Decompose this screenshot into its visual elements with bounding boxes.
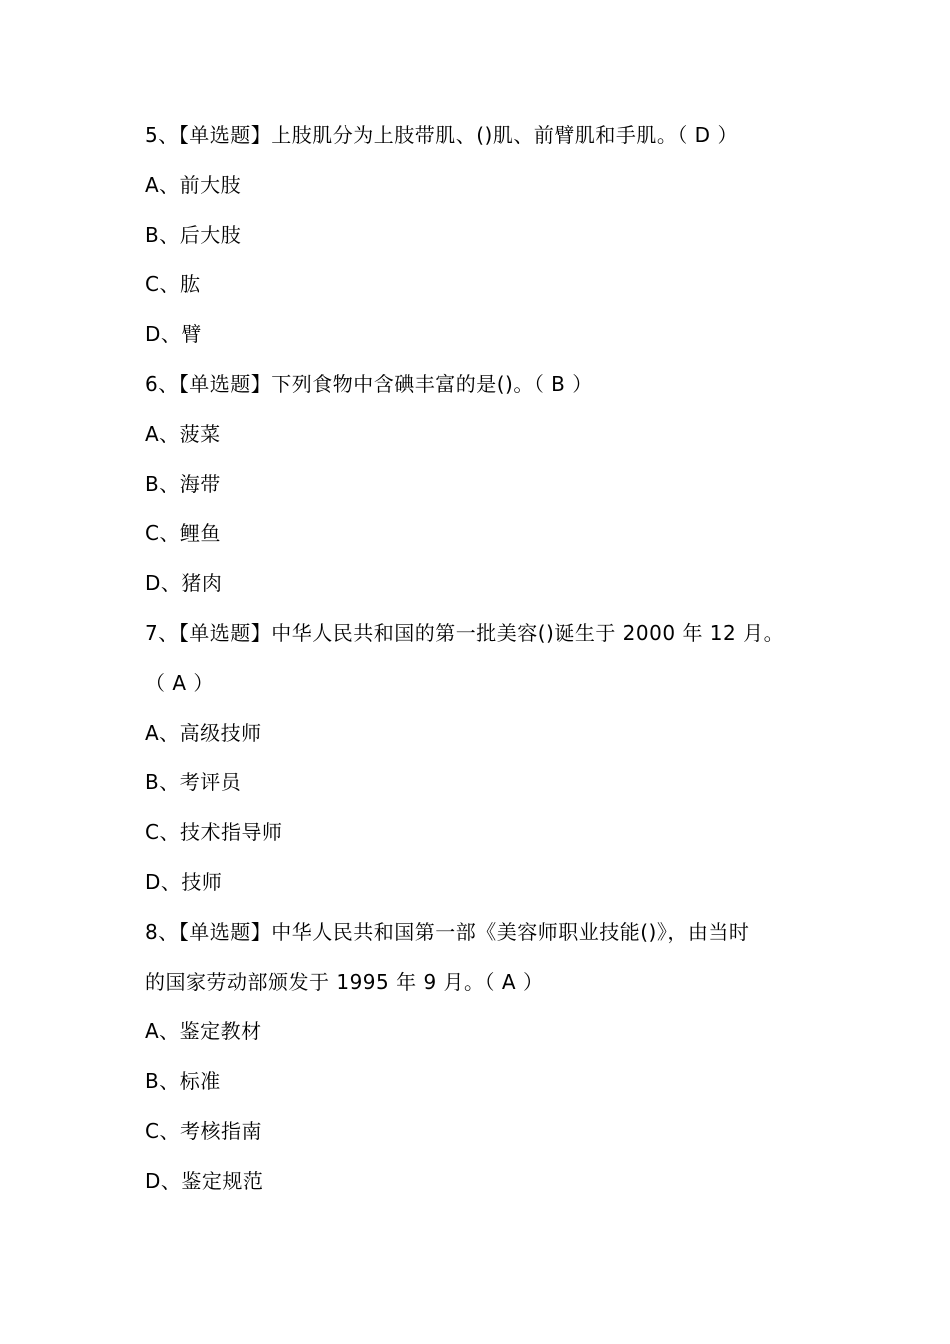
question-8: [145, 908, 825, 1207]
question-stem: 8、【单选题】中华人民共和国第一部《美容师职业技能()》，由当时: [145, 919, 750, 944]
option-b: B、后大肢: [145, 222, 242, 247]
question-6: [145, 360, 825, 609]
question-list: [145, 111, 825, 1207]
option-a: A、前大肢: [145, 172, 242, 197]
option-d: D、鉴定规范: [145, 1168, 264, 1193]
question-stem-continued: （ A ）: [145, 670, 214, 695]
option-d: D、臂: [145, 322, 202, 347]
question-stem: 7、【单选题】中华人民共和国的第一批美容()诞生于 2000 年 12 月。: [145, 620, 785, 645]
option-c: C、鲤鱼: [145, 521, 221, 546]
option-c: C、考核指南: [145, 1118, 262, 1143]
question-7: [145, 609, 825, 908]
option-d: D、猪肉: [145, 571, 223, 596]
question-stem: 6、【单选题】下列食物中含碘丰富的是()。（ B ）: [145, 371, 593, 396]
option-c: C、技术指导师: [145, 820, 283, 845]
question-5: [145, 111, 825, 360]
option-d: D、技师: [145, 869, 223, 894]
option-a: A、菠菜: [145, 421, 221, 446]
option-b: B、标准: [145, 1069, 221, 1094]
question-stem-continued: 的国家劳动部颁发于 1995 年 9 月。（ A ）: [145, 969, 544, 994]
option-a: A、高级技师: [145, 720, 262, 745]
option-b: B、考评员: [145, 770, 242, 795]
option-c: C、肱: [145, 272, 201, 297]
option-b: B、海带: [145, 471, 221, 496]
question-stem: 5、【单选题】上肢肌分为上肢带肌、()肌、前臂肌和手肌。（ D ）: [145, 123, 738, 147]
option-a: A、鉴定教材: [145, 1019, 262, 1044]
